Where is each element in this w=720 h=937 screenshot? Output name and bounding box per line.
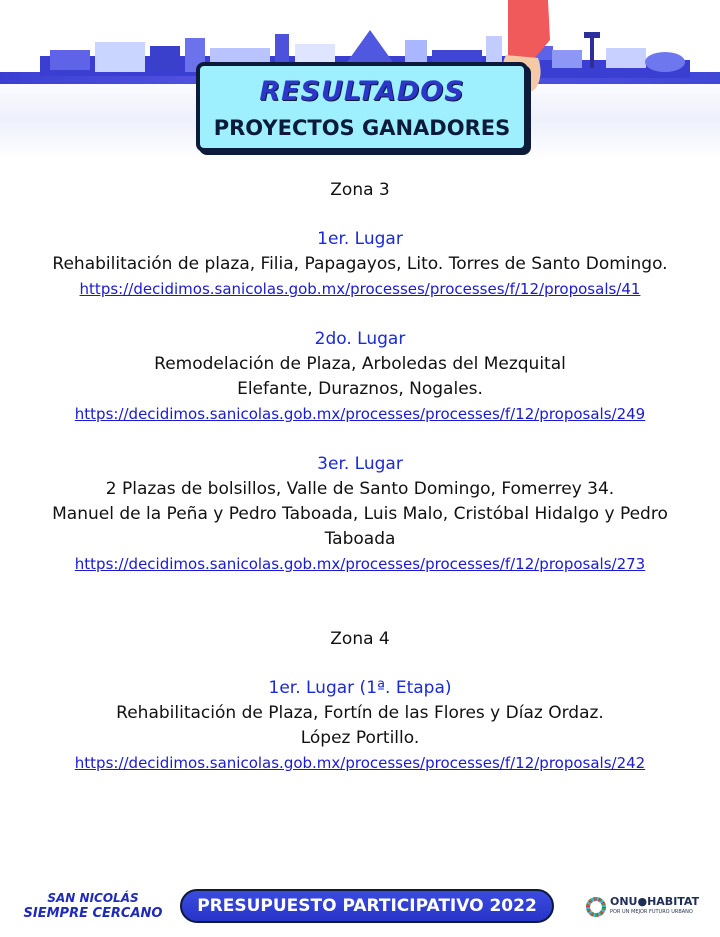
place-label: 3er. Lugar <box>317 454 403 474</box>
zone-heading: Zona 3 <box>330 180 390 200</box>
zone-heading: Zona 4 <box>330 629 390 649</box>
proposal-link[interactable]: https://decidimos.sanicolas.gob.mx/processes/processes/f/12/proposals/41 <box>79 280 641 298</box>
program-banner: PRESUPUESTO PARTICIPATIVO 2022 <box>180 889 554 923</box>
place-label: 2do. Lugar <box>314 329 406 349</box>
project-description: Rehabilitación de Plaza, Fortín de las Flores y Díaz Ordaz. <box>116 703 604 723</box>
page-header <box>0 0 720 160</box>
san-nicolas-logo <box>18 891 168 921</box>
partner-name: ONU●HABITAT <box>610 895 700 908</box>
proposal-link[interactable]: https://decidimos.sanicolas.gob.mx/processes/processes/f/12/proposals/249 <box>74 405 646 423</box>
results-content <box>0 178 720 776</box>
result-entry <box>0 227 720 302</box>
brand-line-2: SIEMPRE CERCANO <box>23 906 163 921</box>
sdg-wheel-icon <box>586 897 606 917</box>
project-description: Elefante, Duraznos, Nogales. <box>237 379 483 399</box>
proposal-link[interactable]: https://decidimos.sanicolas.gob.mx/processes/processes/f/12/proposals/242 <box>74 754 646 772</box>
onu-habitat-logo <box>586 895 710 925</box>
page-title: RESULTADOS <box>259 76 465 107</box>
project-description: Taboada <box>324 529 396 549</box>
results-title-card <box>196 62 528 152</box>
partner-tagline: POR UN MEJOR FUTURO URBANO <box>610 909 693 915</box>
place-label: 1er. Lugar <box>317 229 403 249</box>
place-label: 1er. Lugar (1ª. Etapa) <box>268 678 452 698</box>
result-entry <box>0 676 720 776</box>
result-entry <box>0 452 720 577</box>
result-entry <box>0 327 720 427</box>
city-skyline-right-illustration <box>540 30 690 78</box>
brand-line-1: SAN NICOLÁS <box>47 891 139 905</box>
proposal-link[interactable]: https://decidimos.sanicolas.gob.mx/processes/processes/f/12/proposals/273 <box>74 555 646 573</box>
project-description: Manuel de la Peña y Pedro Taboada, Luis Malo, Cristóbal Hidalgo y Pedro <box>52 504 668 524</box>
project-description: 2 Plazas de bolsillos, Valle de Santo Domingo, Fomerrey 34. <box>105 479 615 499</box>
project-description: López Portillo. <box>300 728 420 748</box>
project-description: Remodelación de Plaza, Arboledas del Mezquital <box>154 354 566 374</box>
project-description: Rehabilitación de plaza, Filia, Papagayos, Lito. Torres de Santo Domingo. <box>52 254 668 274</box>
page-subtitle: PROYECTOS GANADORES <box>213 116 511 140</box>
